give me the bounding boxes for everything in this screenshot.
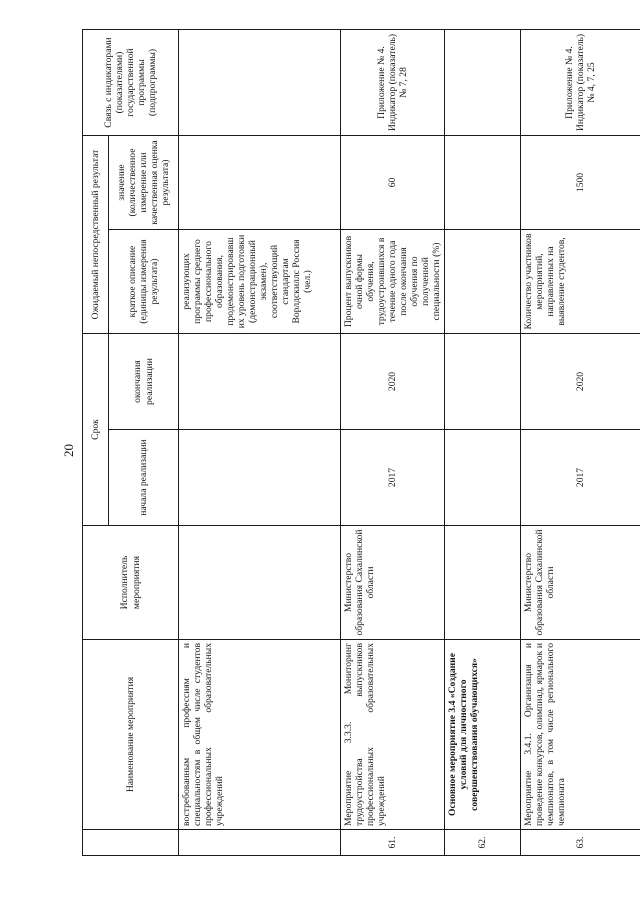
header-num [83, 830, 179, 856]
row-name: Мероприятие 3.4.1. Организация и проведение конкурсов, олимпиад, ярмарок и чемпионатов, в том числе регионального чемпионата [521, 640, 640, 830]
row-executor: Министерство образования Сахалинской области [521, 526, 640, 640]
header-link: Связь с индикаторами (показателями) государственной программы (подпрограммы) [83, 30, 179, 136]
row-end [445, 334, 521, 430]
row-number: 61. [341, 830, 445, 856]
row-name: Основное мероприятие 3.4 «Создание условий для личностного совершенствования обучающихся» [445, 640, 521, 830]
row-desc [445, 230, 521, 334]
row-desc: Процент выпускников очной формы обучения, трудоустроившихся в течение одного года после окончания обучения по полученной специальности (%) [341, 230, 445, 334]
row-number: 63. [521, 830, 640, 856]
header-value: значение (количественное измерение или качественная оценка результата) [109, 136, 179, 230]
row-start: 2017 [341, 430, 445, 526]
header-row-1 [83, 30, 109, 856]
row-link [445, 30, 521, 136]
header-start: начала реализации [109, 430, 179, 526]
row-link [179, 30, 341, 136]
row-value: 60 [341, 136, 445, 230]
row-name: востребованным профессиям и специальностям в общем числе студентов профессиональных образовательных учреждений [179, 640, 341, 830]
header-result: Ожидаемый непосредственный результат [83, 136, 109, 334]
header-end: окончания реализации [109, 334, 179, 430]
row-value [179, 136, 341, 230]
header-executor: Исполнитель мероприятия [83, 526, 179, 640]
row-link: Приложение № 4. Индикатор (показатель) № 7, 28 [341, 30, 445, 136]
header-term: Срок [83, 334, 109, 526]
table-row [521, 30, 640, 856]
row-link: Приложение № 4. Индикатор (показатель) № 4, 7, 25 [521, 30, 640, 136]
row-number [179, 830, 341, 856]
row-start: 2017 [521, 430, 640, 526]
row-executor: Министерство образования Сахалинской области [341, 526, 445, 640]
row-desc: реализующих программы среднего профессионального образования, продемонстрировавш их уровень подготовки (демонстрационный экзамен), соответствующий стандартам Ворлдскиллс Россия (чел.) [179, 230, 341, 334]
program-activities-table [82, 29, 640, 856]
header-name: Наименование мероприятия [83, 640, 179, 830]
row-executor [179, 526, 341, 640]
table-row [179, 30, 341, 856]
table-row [445, 30, 521, 856]
table-row [341, 30, 445, 856]
row-value: 1500 [521, 136, 640, 230]
header-desc: краткое описание (единицы измерения результата) [109, 230, 179, 334]
rotated-table-wrapper [82, 30, 640, 856]
page-number: 20 [61, 444, 76, 457]
row-desc: Количество участников мероприятий, направленных на выявление студентов, [521, 230, 640, 334]
row-end: 2020 [521, 334, 640, 430]
row-executor [445, 526, 521, 640]
row-start [179, 430, 341, 526]
row-value [445, 136, 521, 230]
row-start [445, 430, 521, 526]
row-end [179, 334, 341, 430]
row-name: Мероприятие 3.3.3. Мониторинг трудоустройства выпускников профессиональных образовательных учреждений [341, 640, 445, 830]
row-end: 2020 [341, 334, 445, 430]
row-number: 62. [445, 830, 521, 856]
